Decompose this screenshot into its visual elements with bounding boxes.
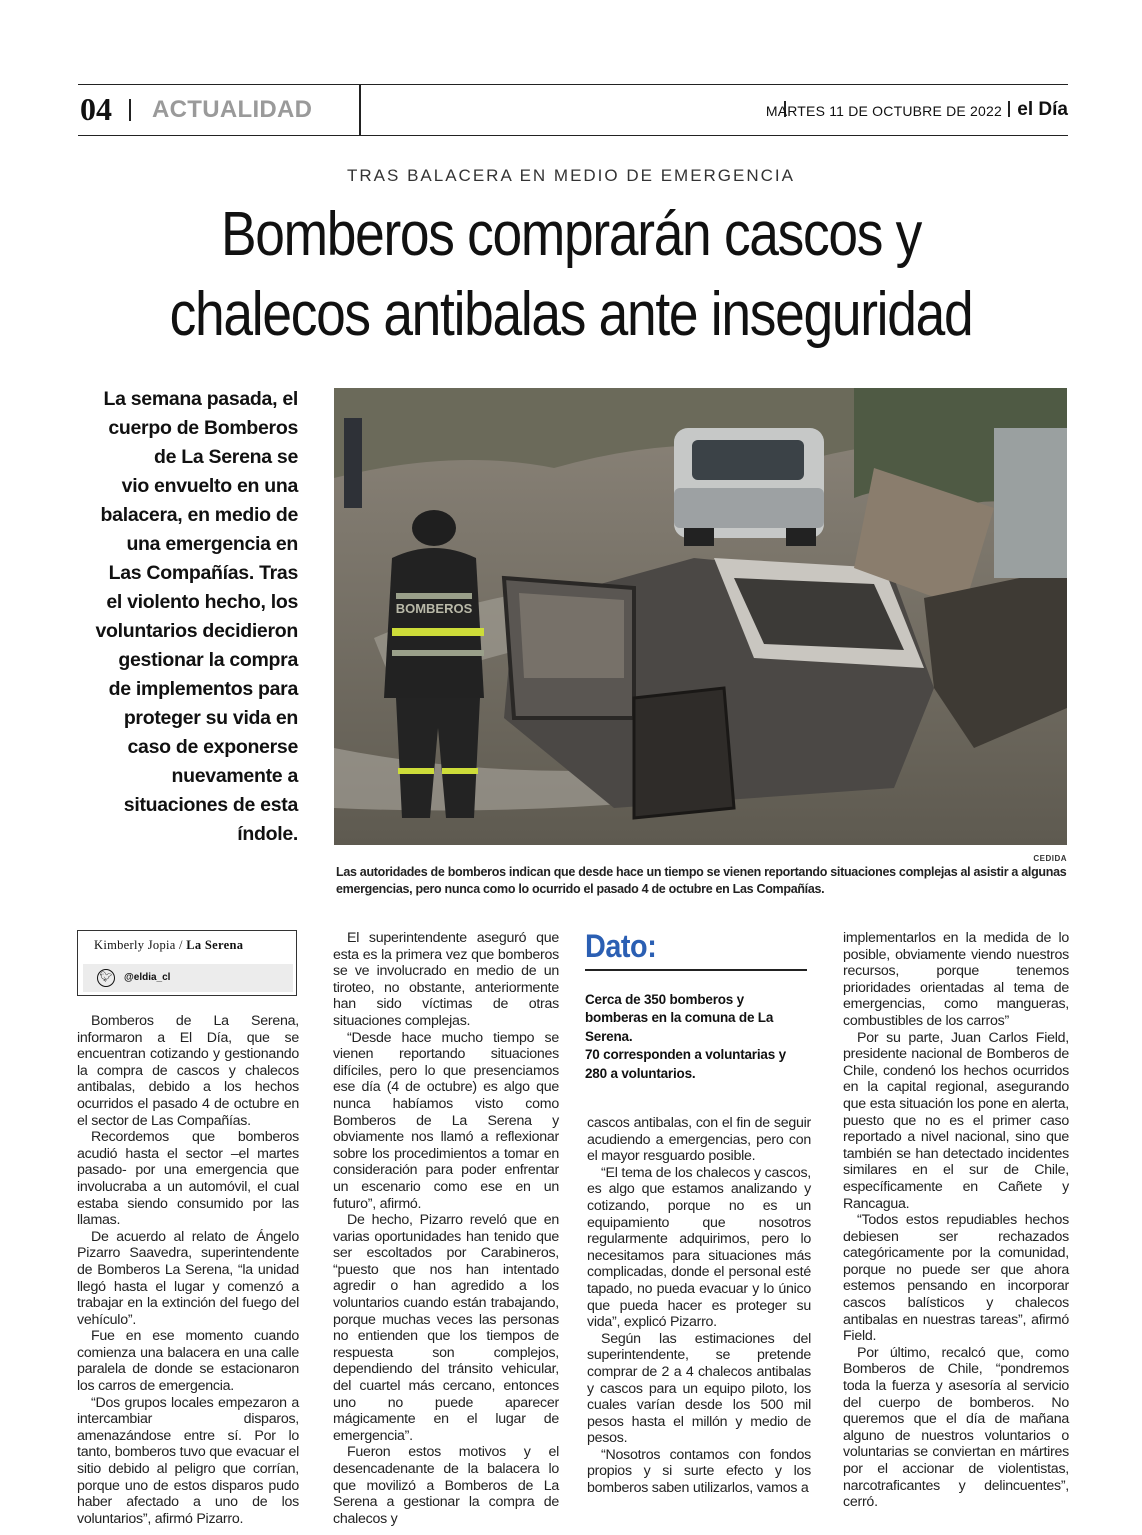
twitter-icon: 🐦︎ [97, 969, 115, 987]
lede-line: caso de exponerse [127, 736, 298, 758]
section-label: ACTUALIDAD [152, 96, 313, 123]
body-column-1 [77, 1013, 299, 1527]
lede-line: nuevamente a [171, 765, 298, 787]
paragraph: De acuerdo al relato de Ángelo Pizarro Saavedra, superintendente de Bomberos La Serena, “la unidad llegó hasta el lugar y comenzó a trabajar en la extinción del fuego del vehículo”. [77, 1228, 299, 1328]
lede-line: balacera, en medio de [100, 504, 298, 526]
dato-title: Dato: [585, 928, 657, 964]
photo-vest-text: BOMBEROS [395, 601, 473, 616]
kicker: TRAS BALACERA EN MEDIO DE EMERGENCIA [347, 166, 795, 185]
article-photo [334, 388, 1067, 845]
dato-rule [585, 969, 807, 971]
dato-box [585, 928, 807, 1083]
lede-line: vio envuelto en una [121, 475, 298, 497]
lede-line: Las Compañías. Tras [108, 562, 298, 584]
lede-line: situaciones de esta [123, 794, 298, 816]
twitter-handle: @eldia_cl [124, 972, 171, 983]
paragraph: implementarlos en la medida de lo posible, obviamente viendo nuestros recursos, porque tenemos prioridades orientadas al tema de emergencias, como mangueras, combustibles de los carros” [843, 930, 1069, 1029]
paragraph: “Dos grupos locales empezaron a intercambiar disparos, amenazándose entre sí. Por lo tanto, bomberos tuvo que evacuar el sitio debido al peligro que corrían, porque uno de estos disparos pudo haber afectado a uno de los voluntarios”, afirmó Pizarro. [77, 1394, 299, 1527]
page-number: 04 [80, 91, 112, 127]
dato-line: 70 corresponden a voluntarias y 280 a voluntarios. [585, 1047, 786, 1081]
header-separator [129, 99, 131, 121]
paragraph: “El tema de los chalecos y cascos, es algo que estamos analizando y cotizando, porque no es un equipamiento que nosotros regularmente adquirimos, pero lo necesitamos para situaciones más complicadas, donde el personal esté tapado, no pueda evacuar y lo único que pueda hacer es proteger su vida”, explicó Pizarro. [587, 1164, 811, 1331]
lede-line: gestionar la compra [118, 649, 298, 671]
header-divider [359, 85, 361, 135]
paragraph: cascos antibalas, con el fin de seguir acudiendo a emergencias, pero con el mayor resguardo posible. [587, 1115, 811, 1165]
lede-line: de La Serena se [154, 446, 298, 468]
paragraph: Bomberos de La Serena, informaron a El Día, que se encuentran cotizando y gestionando la compra de cascos y chalecos antibalas, debido a los hechos ocurridos el pasado 4 de octubre en el sector de Las Compañías. [77, 1013, 299, 1129]
burned-car-scene [334, 388, 1067, 845]
paragraph: El superintendente aseguró que esta es la primera vez que bomberos se ve involucrado en medio de un tiroteo, no obstante, anteriormente han sido víctimas de otras situaciones complejas. [333, 930, 559, 1029]
byline-author [94, 938, 243, 953]
paragraph: “Desde hace mucho tiempo se vienen reportando situaciones difíciles, pero lo que presenciamos ese día (4 de octubre) es algo que nunca habíamos visto como Bomberos de La Serena y obviamente nos llamó a reflexionar sobre los procedimientos a tomar en consideración para poder enfrentar un escenario como ese en un futuro”, afirmó. [333, 1029, 559, 1212]
lede-line: una emergencia en [126, 533, 298, 555]
headline-line-1: Bomberos comprarán cascos y [220, 200, 922, 269]
dato-line: Cerca de 350 bomberos y bomberas en la comuna de La Serena. [585, 991, 774, 1044]
paragraph: Por último, recalcó que, como Bomberos de Chile, “pondremos toda la fuerza y asesoría al servicio del cuerpo de bomberos. No queremos que el día de mañana alguno de nuestros voluntarios o voluntarias se conviertan en mártires por el accionar de violentistas, narcotraficantes y delincuentes”, cerró. [843, 1344, 1069, 1511]
paragraph: Según las estimaciones del superintendente, se pretende comprar de 2 a 4 chalecos antibalas y cascos para un equipo piloto, los cuales varían desde los 500 mil pesos hasta el millón y medio de pesos. [587, 1330, 811, 1447]
author-place: La Serena [186, 938, 244, 952]
logo-separator [1008, 101, 1010, 117]
body-column-4 [843, 930, 1069, 1511]
paragraph: Recordemos que bomberos acudió hasta el sector –el martes pasado- por una emergencia que involucraba a un automóvil, el cual estaba siendo consumido por las llamas. [77, 1129, 299, 1229]
lede-line: proteger su vida en [123, 707, 298, 729]
lede [76, 385, 298, 849]
byline-box [77, 930, 297, 996]
headline [80, 195, 1062, 355]
twitter-strip [83, 964, 293, 992]
lede-line: de implementos para [108, 678, 298, 700]
dato-text [585, 991, 807, 1084]
paragraph: Fueron estos motivos y el desencadenante de la balacera lo que movilizó a Bomberos de La Serena a gestionar la compra de chalecos y [333, 1444, 559, 1527]
lede-line: índole. [237, 823, 298, 845]
paragraph: Fue en ese momento cuando comienza una balacera en una calle paralela de donde se estacionaron los carros de emergencia. [77, 1328, 299, 1395]
photo-credit: CEDIDA [1033, 854, 1067, 863]
body-column-3 [587, 1115, 811, 1497]
author-name: Kimberly Jopia / [94, 938, 183, 952]
headline-line-2: chalecos antibalas ante inseguridad [169, 280, 973, 349]
page-header [78, 84, 1068, 136]
lede-line: el violento hecho, los [106, 591, 298, 613]
lede-line: voluntarios decidieron [95, 620, 298, 642]
lede-line: cuerpo de Bomberos [108, 417, 298, 439]
issue-date: MARTES 11 DE OCTUBRE DE 2022 [765, 103, 1002, 119]
lede-line: La semana pasada, el [103, 388, 298, 410]
paragraph: “Nosotros contamos con fondos propios y si surte efecto y los bomberos saben utilizarlos, vamos a [587, 1446, 811, 1497]
paragraph: De hecho, Pizarro reveló que en varias oportunidades han tenido que ser escoltados por Carabineros, “puesto que nos han intentado agredir o han agredido a los voluntarios cuando están trabajando, porque muchas veces las personas no entienden que los tiempos de respuesta son complejos, dependiendo del tránsito vehicular, del cuartel más cercano, entonces uno no puede aparecer mágicamente en el lugar de emergencia”. [333, 1212, 559, 1444]
paragraph: “Todos estos repudiables hechos debiesen ser rechazados categóricamente por la comunidad, porque no puede ser que ahora estemos pensando en incorporar cascos balísticos y chalecos antibalas en nuestras tareas”, afirmó Field. [843, 1212, 1069, 1345]
body-column-2 [333, 930, 559, 1527]
newspaper-logo: el Día [1017, 99, 1068, 120]
paragraph: Por su parte, Juan Carlos Field, presidente nacional de Bomberos de Chile, condenó los hechos ocurridos en la capital regional, asegurando que esta situación los pone en alerta, puesto que no es el primer caso reportado a nivel nacional, sino que también se han detectado incidentes similares en el sur de Chile, específicamente en Cañete y Rancagua. [843, 1029, 1069, 1212]
photo-caption: Las autoridades de bomberos indican que desde hace un tiempo se vienen reportando situaciones complejas al asistir a algunas emergencias, pero nunca como lo ocurrido el pasado 4 de octubre en Las Compañías. [336, 865, 1067, 896]
